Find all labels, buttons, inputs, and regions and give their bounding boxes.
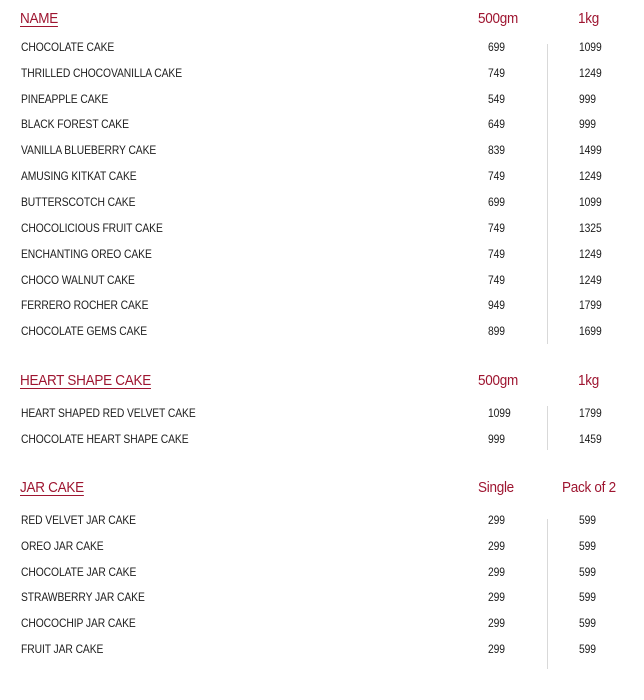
item-price-500gm: 699 [488,195,505,209]
item-name: CHOCOLATE JAR CAKE [21,565,137,579]
menu-row [0,140,644,160]
menu-row [0,37,644,57]
item-price-1kg: 1249 [579,169,602,183]
menu-row [0,321,644,341]
item-name: BLACK FOREST CAKE [21,117,129,131]
item-price-500gm: 549 [488,92,505,106]
item-name: CHOCOLATE CAKE [21,40,115,54]
menu-row [0,536,644,556]
item-name: HEART SHAPED RED VELVET CAKE [21,406,196,420]
section-title: HEART SHAPE CAKE [20,372,151,389]
item-name: VANILLA BLUEBERRY CAKE [21,143,157,157]
item-price-500gm: 899 [488,324,505,338]
item-price-1kg: 1099 [579,195,602,209]
item-price-single: 299 [488,616,505,630]
menu-row [0,63,644,83]
item-name: RED VELVET JAR CAKE [21,513,136,527]
menu-row [0,587,644,607]
item-price-500gm: 699 [488,40,505,54]
section-title: NAME [20,10,58,27]
item-price-1kg: 999 [579,92,596,106]
item-price-1kg: 1799 [579,406,602,420]
item-name: CHOCOLATE GEMS CAKE [21,324,148,338]
menu-row [0,166,644,186]
item-name: THRILLED CHOCOVANILLA CAKE [21,66,183,80]
item-price-single: 299 [488,539,505,553]
item-price-1kg: 1325 [579,221,602,235]
item-price-500gm: 999 [488,432,505,446]
item-name: BUTTERSCOTCH CAKE [21,195,136,209]
item-price-500gm: 749 [488,169,505,183]
menu-row [0,429,644,449]
menu-row [0,114,644,134]
item-price-single: 299 [488,642,505,656]
menu-row [0,562,644,582]
item-price-pack-of-2: 599 [579,539,596,553]
item-name: STRAWBERRY JAR CAKE [21,590,145,604]
item-name: ENCHANTING OREO CAKE [21,247,152,261]
menu-row [0,244,644,264]
menu-row [0,403,644,423]
item-name: CHOCOCHIP JAR CAKE [21,616,136,630]
menu-row [0,192,644,212]
item-price-1kg: 1459 [579,432,602,446]
item-name: PINEAPPLE CAKE [21,92,109,106]
item-price-500gm: 1099 [488,406,511,420]
item-price-500gm: 749 [488,66,505,80]
column-header-500gm: 500gm [478,372,518,389]
menu-row [0,510,644,530]
item-price-500gm: 949 [488,298,505,312]
item-price-500gm: 649 [488,117,505,131]
item-name: FERRERO ROCHER CAKE [21,298,149,312]
item-name: OREO JAR CAKE [21,539,104,553]
menu-row [0,218,644,238]
menu-row [0,270,644,290]
item-price-pack-of-2: 599 [579,513,596,527]
column-header-1kg: 1kg [578,10,599,27]
item-price-single: 299 [488,565,505,579]
item-price-500gm: 839 [488,143,505,157]
item-price-1kg: 1799 [579,298,602,312]
menu-row [0,295,644,315]
item-price-1kg: 1699 [579,324,602,338]
item-name: FRUIT JAR CAKE [21,642,104,656]
item-price-500gm: 749 [488,221,505,235]
item-price-single: 299 [488,513,505,527]
item-name: AMUSING KITKAT CAKE [21,169,137,183]
item-price-single: 299 [488,590,505,604]
column-header-pack-of-2: Pack of 2 [562,479,616,496]
item-price-1kg: 1249 [579,247,602,261]
item-price-pack-of-2: 599 [579,616,596,630]
menu-row [0,613,644,633]
item-price-pack-of-2: 599 [579,642,596,656]
item-name: CHOCO WALNUT CAKE [21,273,135,287]
item-price-1kg: 1499 [579,143,602,157]
menu-row [0,639,644,659]
item-name: CHOCOLICIOUS FRUIT CAKE [21,221,163,235]
section-title: JAR CAKE [20,479,84,496]
menu-row [0,89,644,109]
column-header-single: Single [478,479,514,496]
item-price-1kg: 1249 [579,66,602,80]
item-price-pack-of-2: 599 [579,565,596,579]
column-header-500gm: 500gm [478,10,518,27]
item-price-500gm: 749 [488,273,505,287]
column-header-1kg: 1kg [578,372,599,389]
item-price-1kg: 999 [579,117,596,131]
item-price-1kg: 1249 [579,273,602,287]
item-price-500gm: 749 [488,247,505,261]
item-price-pack-of-2: 599 [579,590,596,604]
item-price-1kg: 1099 [579,40,602,54]
item-name: CHOCOLATE HEART SHAPE CAKE [21,432,189,446]
